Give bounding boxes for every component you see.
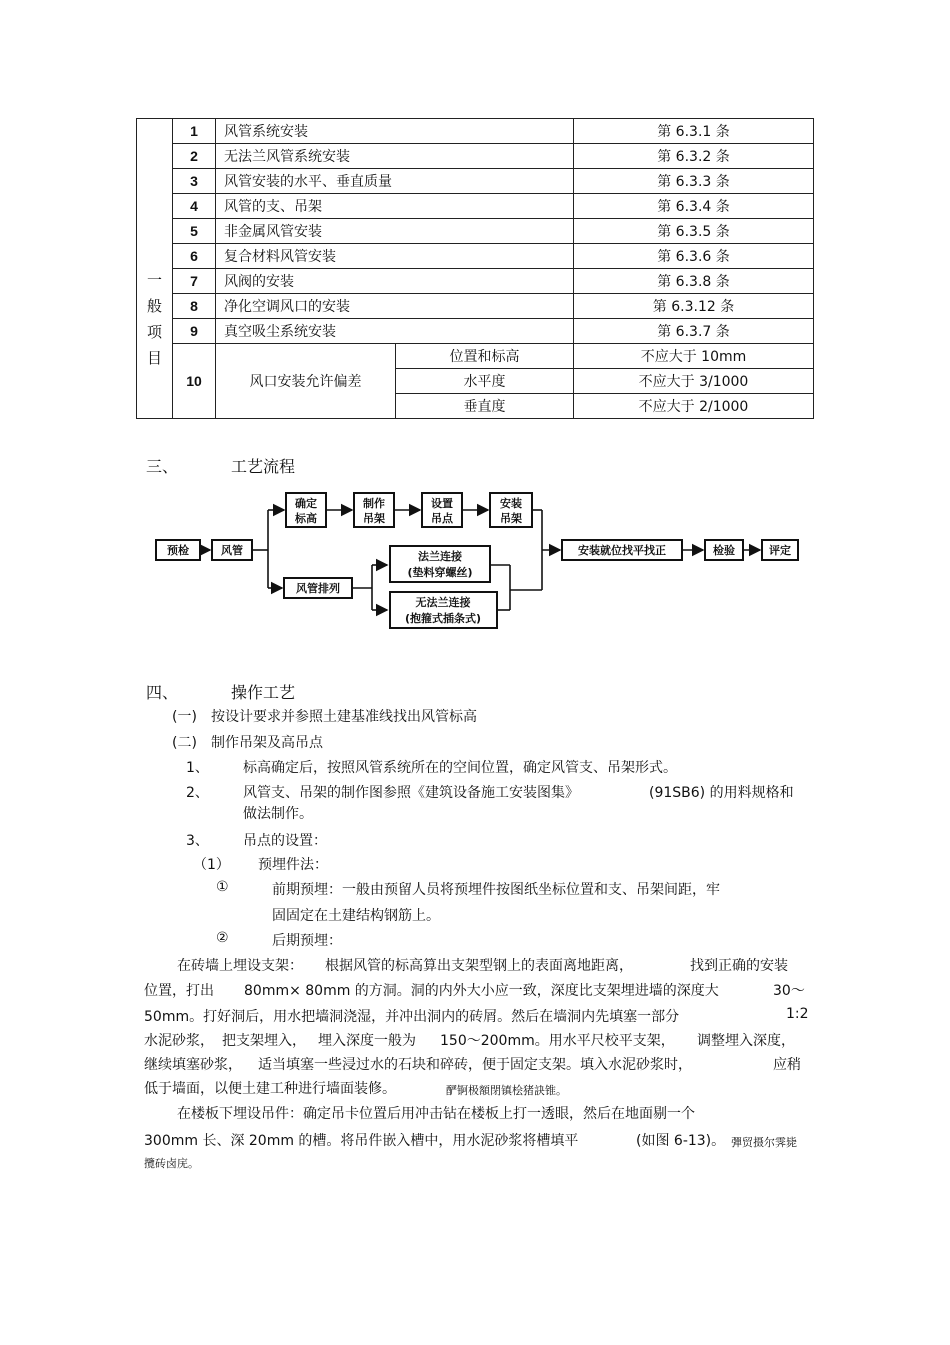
- para-text-small: 酽锕极額閉镇桧猪訣锥。: [446, 1084, 567, 1097]
- para-text: 位置，打出: [144, 983, 214, 999]
- row-number: 10: [173, 344, 216, 419]
- row-number: 8: [173, 294, 216, 319]
- row-number: 7: [173, 269, 216, 294]
- process-flow-diagram: [0, 480, 950, 640]
- row-clause: 第 6.3.7 条: [574, 319, 814, 344]
- row-item: 复合材料风管安装: [216, 244, 574, 269]
- row-item: 无法兰风管系统安装: [216, 144, 574, 169]
- category-char: 项: [146, 322, 162, 341]
- table-row: [137, 344, 814, 369]
- flow-label: (抱箍式插条式): [404, 612, 482, 625]
- flow-label: 标高: [295, 512, 317, 525]
- sub-label: 水平度: [396, 369, 574, 394]
- item-number: 1、: [186, 760, 209, 776]
- row-number: 5: [173, 219, 216, 244]
- row-number: 4: [173, 194, 216, 219]
- row-clause: 第 6.3.1 条: [574, 119, 814, 144]
- item-text: 标高确定后，按照风管系统所在的空间位置，确定风管支、吊架形式。: [243, 760, 677, 776]
- para-text: 150～200mm。用水平尺校平支架，: [440, 1033, 675, 1049]
- para-text: 埋入深度一般为: [318, 1033, 416, 1049]
- sub-item-text: 后期预埋：: [272, 933, 342, 949]
- flow-label: 吊点: [431, 512, 453, 525]
- para-text: 应稍: [773, 1057, 801, 1073]
- row-item: 真空吸尘系统安装: [216, 319, 574, 344]
- sub-value: 不应大于 2/1000: [574, 394, 814, 419]
- section-4-title: 操作工艺: [231, 683, 296, 702]
- row-item: 风管安装的水平、垂直质量: [216, 169, 574, 194]
- sub-label: 位置和标高: [396, 344, 574, 369]
- sub-label: 垂直度: [396, 394, 574, 419]
- flow-label: 法兰连接: [418, 550, 462, 563]
- category-char: 般: [146, 296, 162, 315]
- row-number: 2: [173, 144, 216, 169]
- para-text: (如图 6-13)。: [636, 1133, 726, 1149]
- flow-label: 制作: [363, 497, 385, 510]
- section-4-number: 四、: [146, 683, 179, 702]
- row-item: 风管系统安装: [216, 119, 574, 144]
- table-row: [137, 244, 814, 269]
- flow-label: (垫料穿螺丝): [407, 566, 473, 579]
- sub-item-text: 固固定在土建结构钢筋上。: [272, 908, 440, 924]
- para-text: 把支架埋入，: [222, 1033, 306, 1049]
- flow-label: 检验: [713, 544, 735, 557]
- flow-label: 预检: [167, 544, 189, 557]
- para-text: 300mm 长、深 20mm 的槽。将吊件嵌入槽中，用水泥砂浆将槽填平: [144, 1133, 579, 1149]
- flow-label: 设置: [431, 497, 453, 510]
- sub-item-number: （1）: [193, 857, 230, 873]
- para-text-small: 攬砖卤庑。: [144, 1157, 199, 1170]
- inspection-table: [136, 118, 814, 419]
- row-clause: 第 6.3.12 条: [574, 294, 814, 319]
- step-text: 制作吊架及高吊点: [211, 735, 323, 751]
- para-text: 调整埋入深度，: [697, 1033, 795, 1049]
- table-row: [137, 169, 814, 194]
- sub-item-text: 前期预埋：一般由预留人员将预埋件按图纸坐标位置和支、吊架间距，牢: [272, 882, 720, 898]
- row-item: 风管的支、吊架: [216, 194, 574, 219]
- table-row: [137, 294, 814, 319]
- row-item: 净化空调风口的安装: [216, 294, 574, 319]
- row-item: 风阀的安装: [216, 269, 574, 294]
- category-char: 一: [146, 270, 162, 289]
- flow-label: 吊架: [363, 512, 385, 525]
- step-text: 按设计要求并参照土建基准线找出风管标高: [211, 709, 477, 725]
- flow-label: 安装: [500, 497, 522, 510]
- item-text: 风管支、吊架的制作图参照《建筑设备施工安装图集》: [243, 785, 579, 801]
- row-clause: 第 6.3.3 条: [574, 169, 814, 194]
- sub-item-text: 预埋件法：: [258, 857, 328, 873]
- row-clause: 第 6.3.4 条: [574, 194, 814, 219]
- table-row: [137, 194, 814, 219]
- flow-label: 无法兰连接: [415, 596, 471, 609]
- step-number: (二): [172, 735, 197, 751]
- flow-label: 风管排列: [296, 582, 340, 595]
- table-row: [137, 269, 814, 294]
- item-text: 做法制作。: [243, 806, 313, 822]
- table-row: [137, 319, 814, 344]
- row-clause: 第 6.3.8 条: [574, 269, 814, 294]
- circled-number: ②: [216, 930, 229, 946]
- item-number: 2、: [186, 785, 209, 801]
- step-number: (一): [172, 709, 197, 725]
- item-text: (91SB6) 的用料规格和: [649, 785, 794, 801]
- para-text: 30～: [773, 983, 805, 999]
- table-row: [137, 144, 814, 169]
- circled-number: ①: [216, 879, 229, 895]
- para-text: 适当填塞一些浸过水的石块和碎砖，便于固定支架。填入水泥砂浆时，: [258, 1057, 692, 1073]
- category-cell: [137, 119, 173, 419]
- section-3-number: 三、: [146, 457, 179, 476]
- para-text-small: 彈贸摄尔霁毙: [731, 1136, 797, 1149]
- row-clause: 第 6.3.2 条: [574, 144, 814, 169]
- row-item: 非金属风管安装: [216, 219, 574, 244]
- para-text: 水泥砂浆，: [144, 1033, 214, 1049]
- para-text: 继续填塞砂浆，: [144, 1057, 242, 1073]
- para-text: 在砖墙上埋设支架：: [177, 958, 303, 974]
- para-text: 50mm。打好洞后，用水把墙洞浇湿，并冲出洞内的砖屑。然后在墙洞内先填塞一部分: [144, 1009, 680, 1025]
- section-3-title: 工艺流程: [231, 457, 296, 476]
- row-item: 风口安装允许偏差: [216, 344, 396, 419]
- item-text: 吊点的设置：: [243, 833, 327, 849]
- flow-label: 确定: [295, 497, 317, 510]
- row-number: 3: [173, 169, 216, 194]
- flow-label: 安装就位找平找正: [578, 544, 666, 557]
- sub-value: 不应大于 3/1000: [574, 369, 814, 394]
- category-char: 目: [146, 348, 162, 367]
- flow-label: 评定: [769, 544, 791, 557]
- para-text: 根据风管的标高算出支架型钢上的表面离地距离，: [325, 958, 633, 974]
- sub-value: 不应大于 10mm: [574, 344, 814, 369]
- row-number: 9: [173, 319, 216, 344]
- row-clause: 第 6.3.6 条: [574, 244, 814, 269]
- item-number: 3、: [186, 833, 209, 849]
- row-clause: 第 6.3.5 条: [574, 219, 814, 244]
- para-text: 在楼板下埋设吊件：确定吊卡位置后用冲击钻在楼板上打一透眼，然后在地面剔一个: [177, 1106, 695, 1122]
- flow-label: 风管: [221, 544, 243, 557]
- para-text: 低于墙面，以便土建工种进行墙面装修。: [144, 1081, 396, 1097]
- table-row: [137, 219, 814, 244]
- row-number: 6: [173, 244, 216, 269]
- para-text: 80mm× 80mm 的方洞。洞的内外大小应一致，深度比支架埋进墙的深度大: [244, 983, 719, 999]
- flow-label: 吊架: [500, 512, 522, 525]
- para-text: 找到正确的安装: [690, 958, 788, 974]
- para-text: 1:2: [786, 1006, 809, 1022]
- row-number: 1: [173, 119, 216, 144]
